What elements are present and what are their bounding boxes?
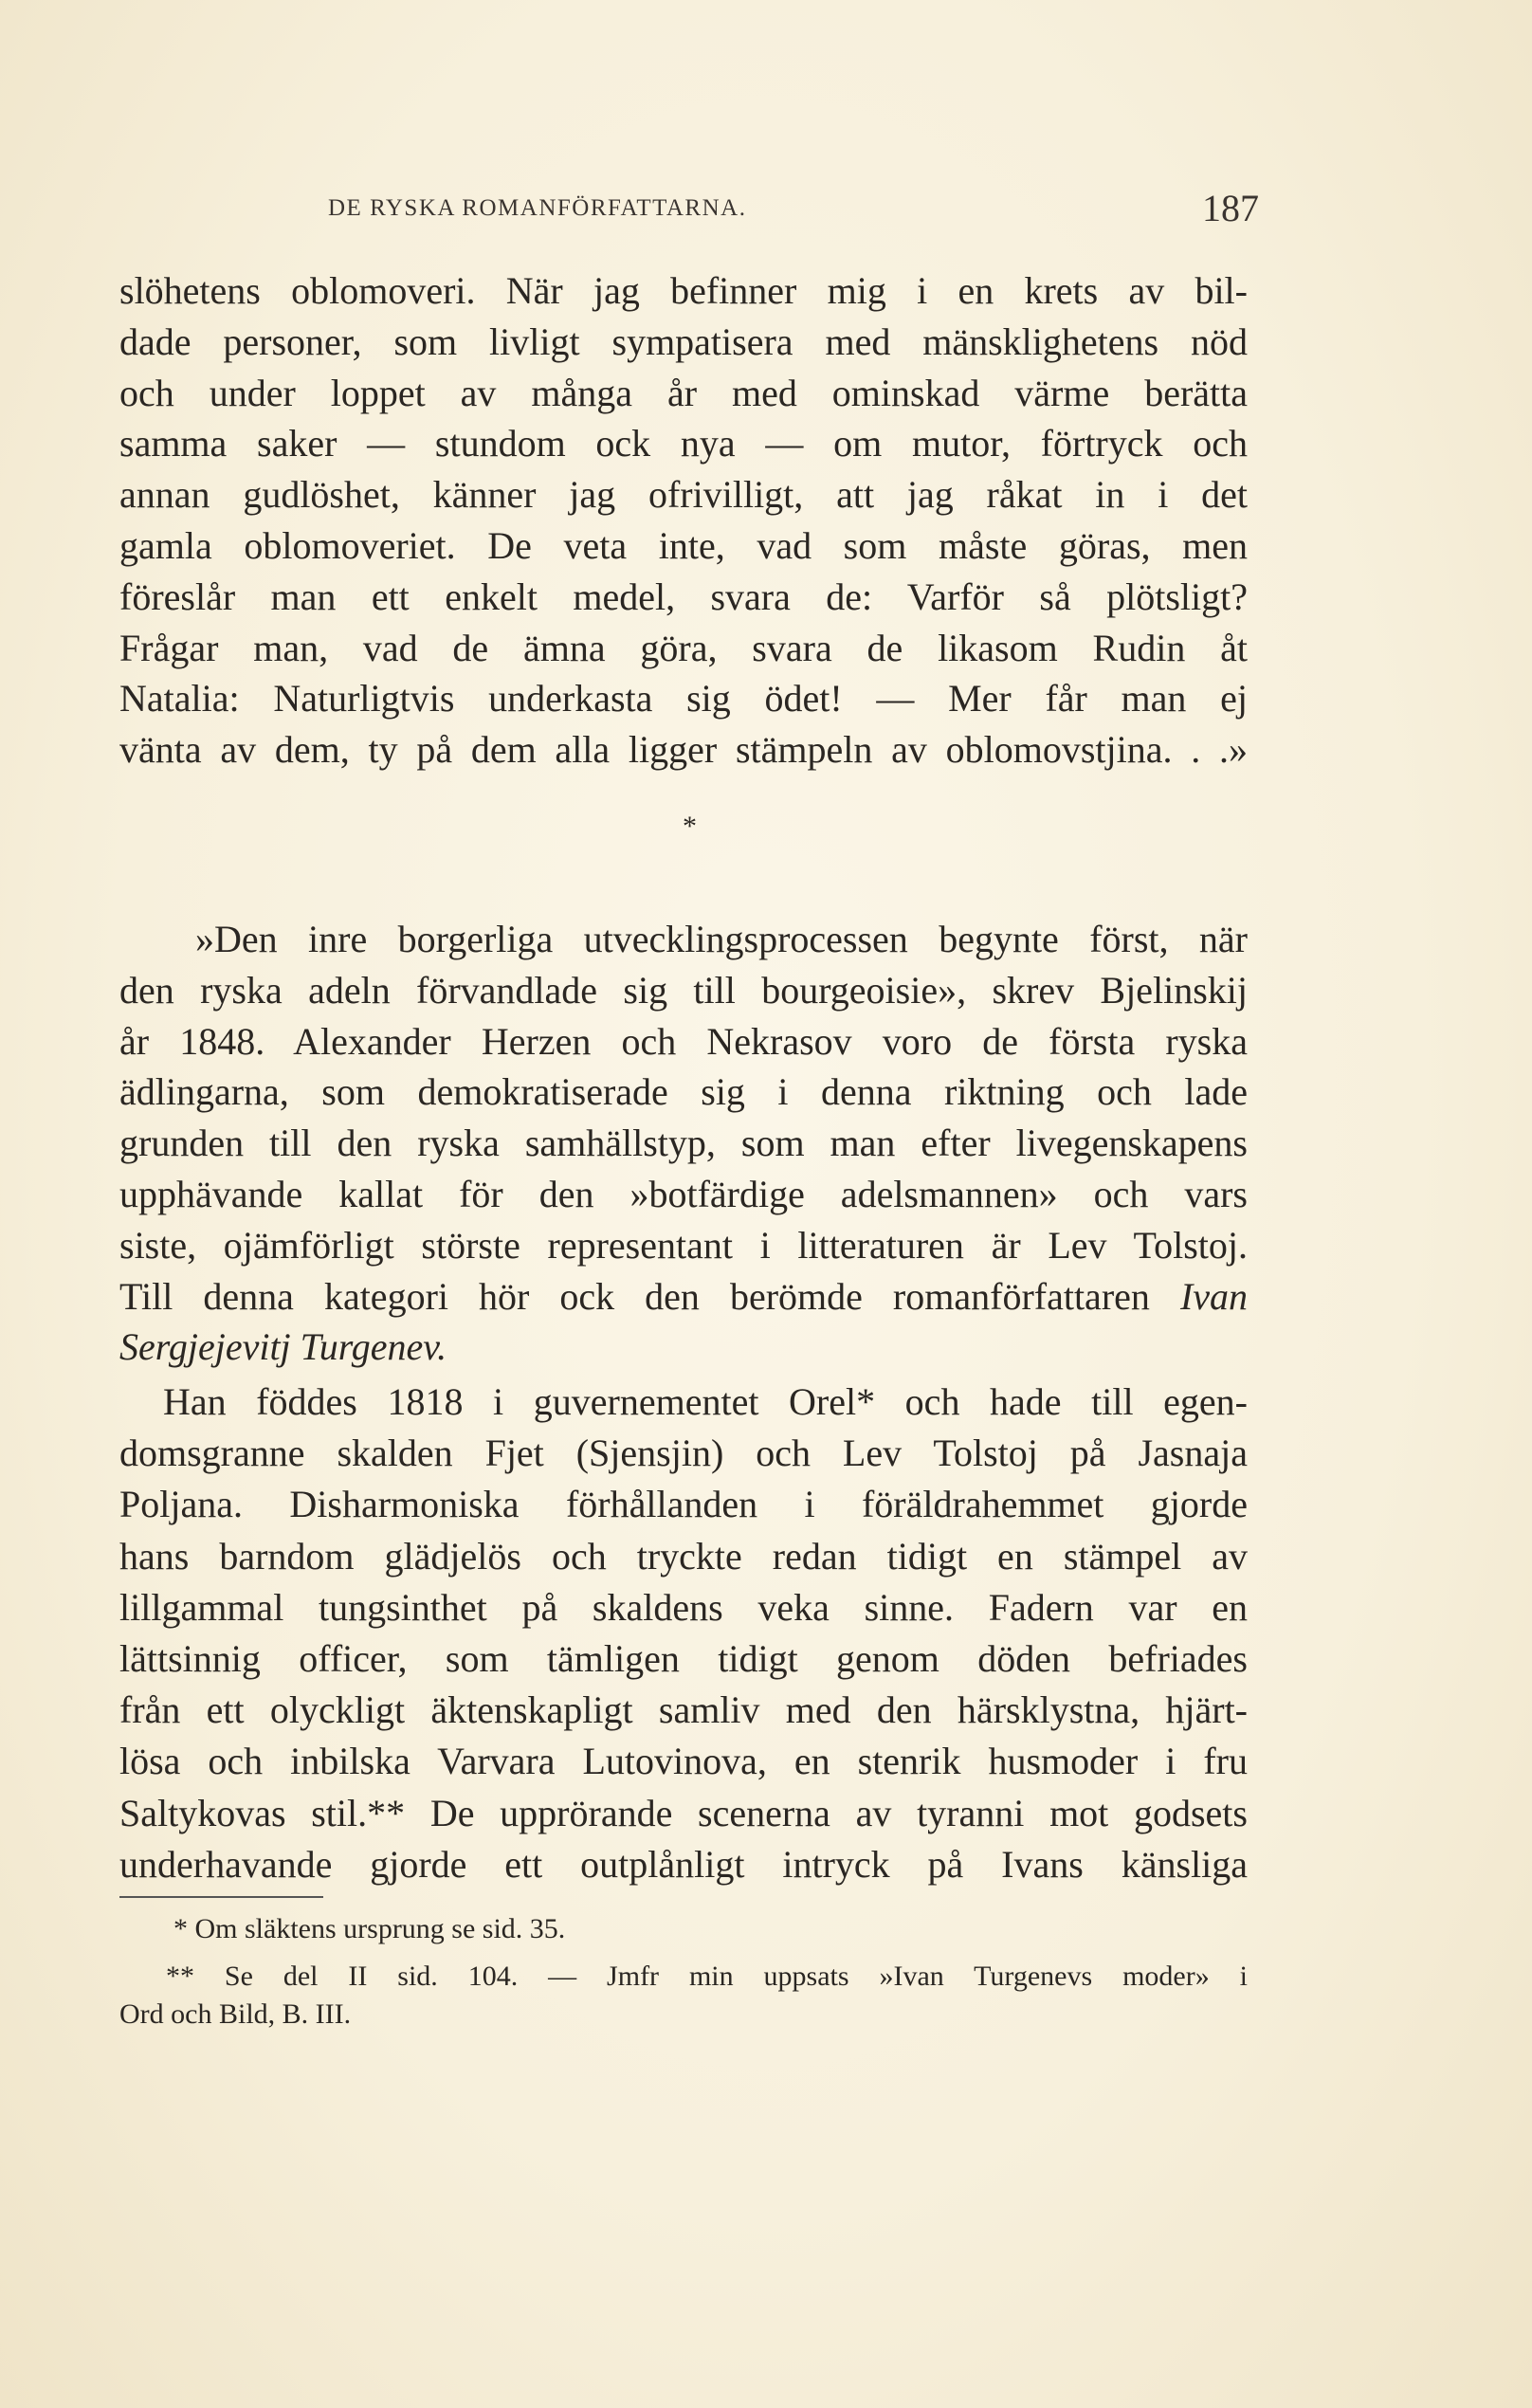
paragraph3-line: Saltykovas stil.** De upprörande scenerna av tyranni mot godsets: [119, 1791, 1248, 1834]
paragraph3-line: Han föddes 1818 i guvernementet Orel* och hade till egen-: [163, 1380, 1248, 1423]
paragraph3-line: lösa och inbilska Varvara Lutovinova, en stenrik husmoder i fru: [119, 1740, 1248, 1783]
paragraph2-line: ädlingarna, som demokratiserade sig i denna riktning och lade: [119, 1070, 1248, 1114]
paragraph1-line: vänta av dem, ty på dem alla ligger stämpeln av oblomovstjina. . .»: [119, 728, 1248, 772]
paragraph2-line: siste, ojämförligt störste representant i litteraturen är Lev Tolstoj.: [119, 1223, 1248, 1267]
page-number: 187: [1202, 187, 1259, 229]
paragraph3-line: domsgranne skalden Fjet (Sjensjin) och Lev Tolstoj på Jasnaja: [119, 1432, 1248, 1475]
paragraph3-line: Poljana. Disharmoniska förhållanden i föräldrahemmet gjorde: [119, 1483, 1248, 1526]
footnote-line: Ord och Bild, B. III.: [119, 1998, 352, 2030]
paragraph2-line: »Den inre borgerliga utvecklingsprocessen begynte först, när: [195, 918, 1248, 960]
paragraph2-line: Sergjejevitj Turgenev.: [119, 1325, 447, 1369]
paragraph3-line: från ett olyckligt äktenskapligt samliv med den härsklystna, hjärt-: [119, 1688, 1248, 1732]
paragraph1-line: Frågar man, vad de ämna göra, svara de likasom Rudin åt: [119, 626, 1248, 669]
running-header: DE RYSKA ROMANFÖRFATTARNA.: [328, 195, 747, 221]
footnote-line: ** Se del II sid. 104. — Jmfr min uppsats »Ivan Turgenevs moder» i: [166, 1961, 1248, 1992]
paragraph3-line: lättsinnig officer, som tämligen tidigt genom döden befriades: [119, 1637, 1248, 1680]
paragraph2-line: grunden till den ryska samhällstyp, som man efter livegenskapens: [119, 1122, 1248, 1165]
paragraph1-line: annan gudlöshet, känner jag ofrivilligt, att jag råkat in i det: [119, 473, 1248, 517]
paragraph1-line: slöhetens oblomoveri. När jag befinner mig i en krets av bil-: [119, 269, 1248, 312]
paragraph2-line: Till denna kategori hör ock den berömde romanförfattaren Ivan: [119, 1274, 1248, 1318]
paragraph1-line: föreslår man ett enkelt medel, svara de: Varför så plötsligt?: [119, 575, 1248, 618]
paragraph2-line: den ryska adeln förvandlade sig till bourgeoisie», skrev Bjelinskij: [119, 968, 1248, 1012]
paragraph1-line: gamla oblomoveriet. De veta inte, vad som måste göras, men: [119, 524, 1248, 567]
paragraph3-line: lillgammal tungsinthet på skaldens veka sinne. Fadern var en: [119, 1585, 1248, 1629]
paragraph3-line: hans barndom glädjelös och tryckte redan tidigt en stämpel av: [119, 1534, 1248, 1578]
paragraph2-line: upphävande kallat för den »botfärdige adelsmannen» och vars: [119, 1173, 1248, 1215]
footnote-rule: [119, 1896, 323, 1898]
section-separator: *: [683, 811, 697, 842]
paragraph1-line: dade personer, som livligt sympatisera med mänsklighetens nöd: [119, 319, 1248, 363]
paragraph3-line: underhavande gjorde ett outplånligt intryck på Ivans känsliga: [119, 1842, 1248, 1886]
paragraph1-line: samma saker — stundom ock nya — om mutor, förtryck och: [119, 422, 1248, 465]
italic-name: Ivan: [1179, 1274, 1248, 1318]
footnote-line: * Om släktens ursprung se sid. 35.: [173, 1913, 566, 1944]
paragraph2-line: år 1848. Alexander Herzen och Nekrasov voro de första ryska: [119, 1019, 1248, 1063]
paragraph1-line: Natalia: Naturligtvis underkasta sig ödet! — Mer får man ej: [119, 677, 1248, 721]
paragraph1-line: och under loppet av många år med ominskad värme berätta: [119, 371, 1248, 414]
